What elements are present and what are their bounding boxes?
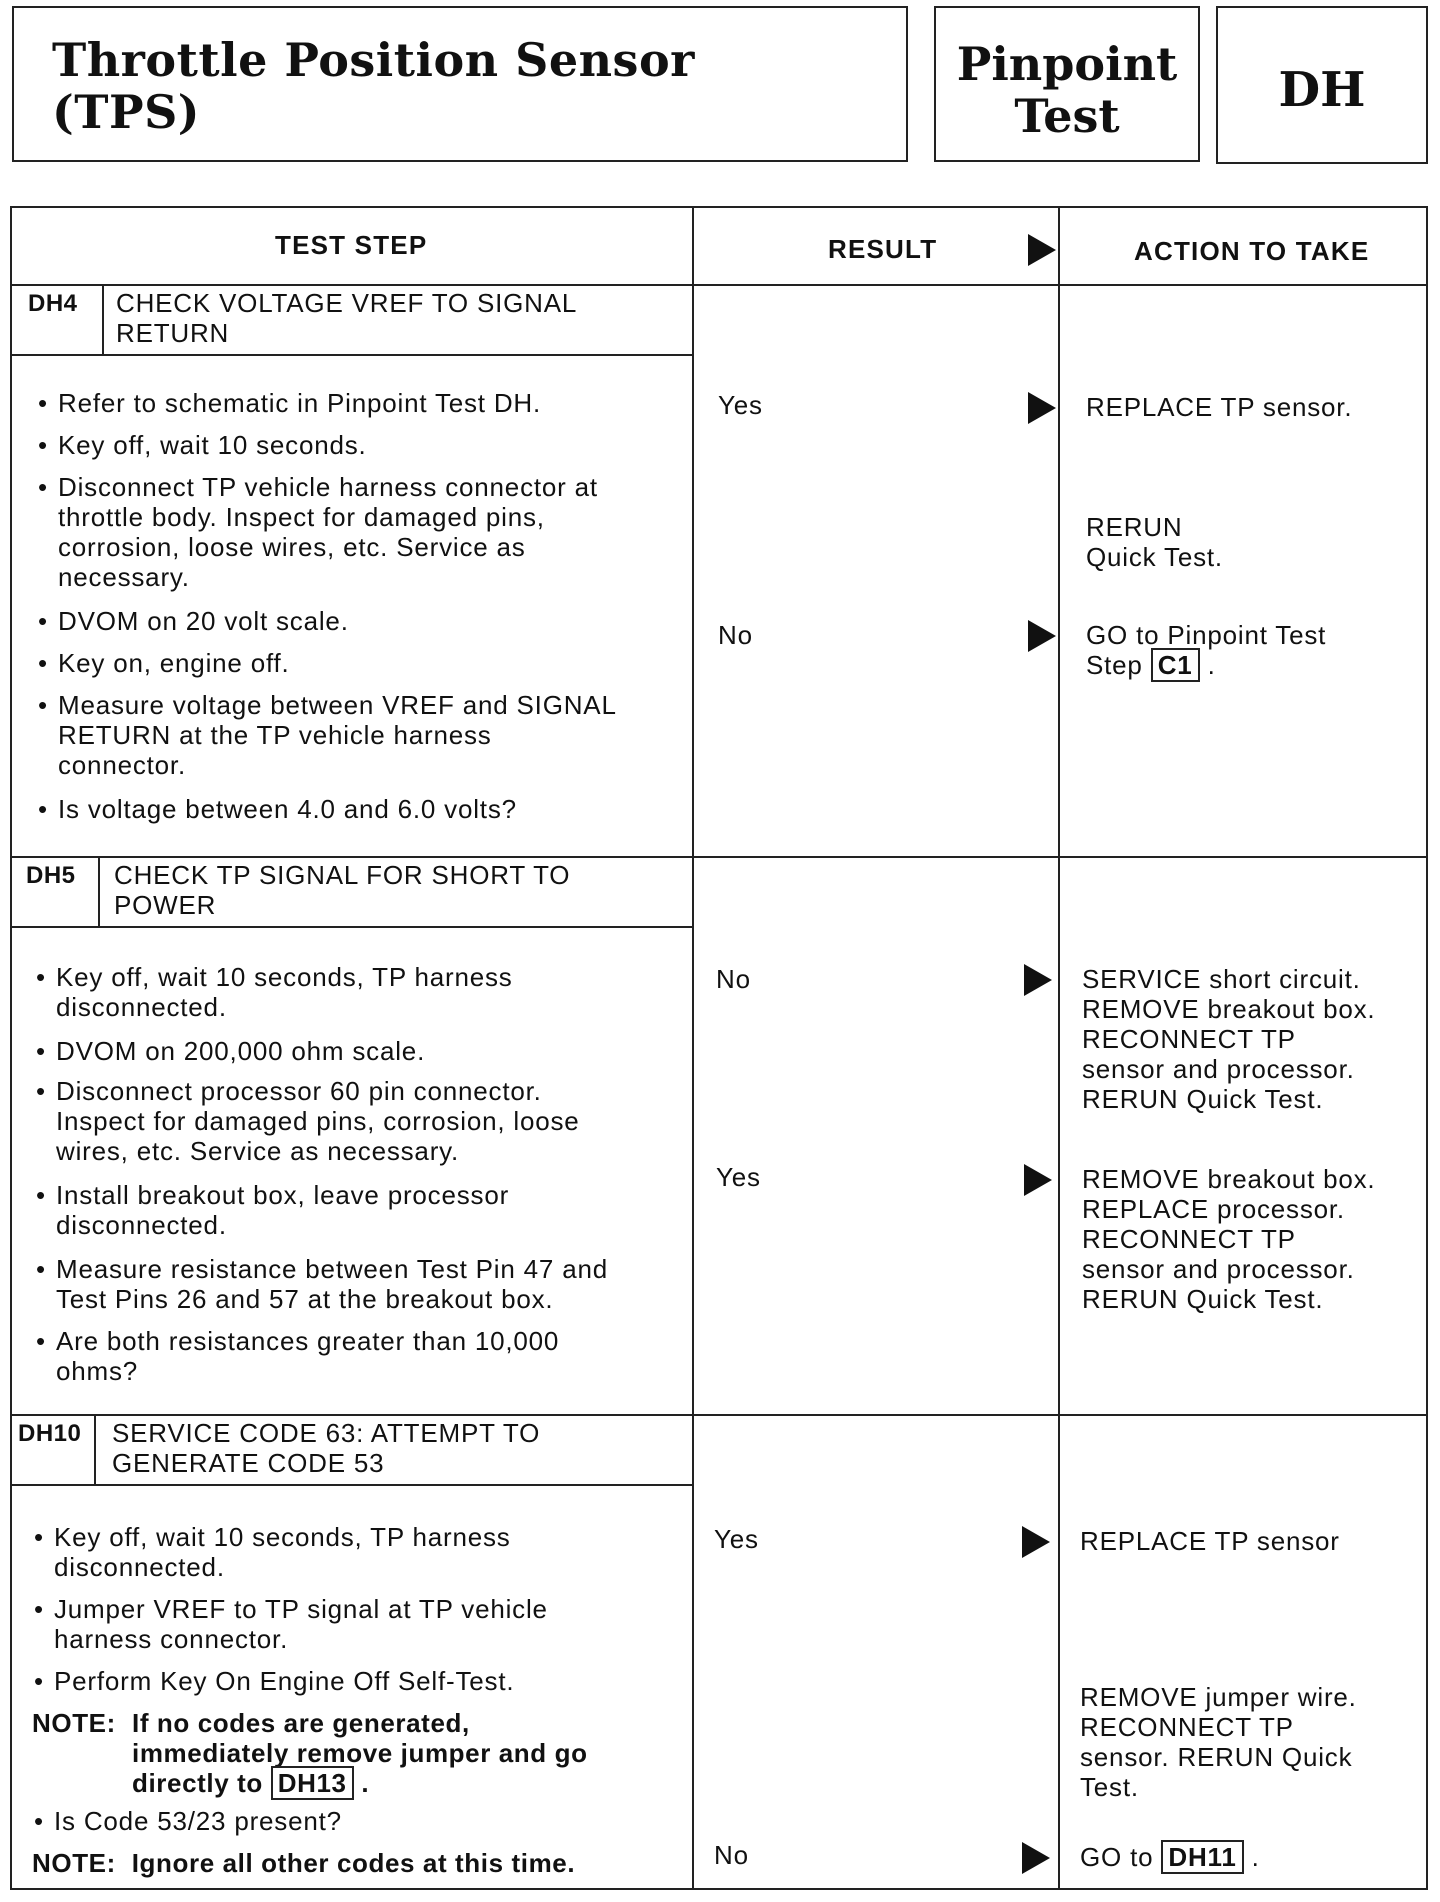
list-item: • Disconnect processor 60 pin connector. Inspect for damaged pins, corrosion, loose wires, etc. Service as necessary. [36,1076,580,1166]
dh10-id-divider [94,1414,96,1486]
step-ref-c1: C1 [1151,648,1200,682]
dh4-row-divider [10,856,1428,858]
dh10-result-no: No [714,1840,749,1870]
list-item: • Measure voltage between VREF and SIGNAL RETURN at the TP vehicle harness connector. [38,690,617,780]
list-item: • Key off, wait 10 seconds, TP harness disconnected. [34,1522,511,1582]
dh10-no-arrow-icon [1022,1842,1050,1874]
step-ref-dh11: DH11 [1161,1840,1243,1874]
dh5-title-divider [10,926,692,928]
col-header-test-step: TEST STEP [275,230,428,260]
title-box [12,6,908,162]
col-divider-1 [692,206,694,1890]
list-item: • Refer to schematic in Pinpoint Test DH. [38,388,542,418]
list-item: • Measure resistance between Test Pin 47 and Test Pins 26 and 57 at the breakout box. [36,1254,608,1314]
step-id-dh10: DH10 [18,1420,82,1447]
dh5-title: CHECK TP SIGNAL FOR SHORT TO POWER [114,860,571,920]
dh10-action-no: GO to DH11 . [1080,1842,1260,1872]
dh10-action-yes: REPLACE TP sensor [1080,1526,1340,1556]
list-item: • Disconnect TP vehicle harness connector at throttle body. Inspect for damaged pins, corrosion, loose wires, etc. Service as necessary. [38,472,598,592]
step-id-dh4: DH4 [28,290,78,317]
dh4-action-rerun: RERUN Quick Test. [1086,512,1223,572]
dh4-title: CHECK VOLTAGE VREF TO SIGNAL RETURN [116,288,578,348]
result-header-arrow-icon [1028,234,1056,266]
dh5-action-no: SERVICE short circuit. REMOVE breakout box. RECONNECT TP sensor and processor. RERUN Quick Test. [1082,964,1376,1114]
list-item: • Is voltage between 4.0 and 6.0 volts? [38,794,517,824]
dh4-action-yes: REPLACE TP sensor. [1086,392,1353,422]
dh5-action-yes: REMOVE breakout box. REPLACE processor. RECONNECT TP sensor and processor. RERUN Quick Test. [1082,1164,1376,1314]
dh4-result-yes: Yes [718,390,763,420]
list-item: • Is Code 53/23 present? [34,1806,342,1836]
dh5-id-divider [98,856,100,928]
dh5-result-yes: Yes [716,1162,761,1192]
dh5-result-no: No [716,964,751,994]
dh10-action-mid: REMOVE jumper wire. RECONNECT TP sensor. RERUN Quick Test. [1080,1682,1357,1802]
dh10-title-divider [10,1484,692,1486]
step-id-dh5: DH5 [26,862,76,889]
pinpoint-box [934,6,1200,162]
dh5-row-divider [10,1414,1428,1416]
list-item: • Are both resistances greater than 10,000 ohms? [36,1326,560,1386]
dh4-id-divider [102,284,104,356]
header-divider [10,284,1428,286]
note-no-codes: NOTE: If no codes are generated, immediately remove jumper and go directly to DH13 . [32,1708,588,1798]
pinpoint-test-label: Pinpoint Test [956,37,1178,143]
list-item: • Key on, engine off. [38,648,290,678]
dh4-title-divider [10,354,692,356]
dh10-result-yes: Yes [714,1524,759,1554]
list-item: • Perform Key On Engine Off Self-Test. [34,1666,515,1696]
dh4-no-arrow-icon [1028,620,1056,652]
list-item: • Key off, wait 10 seconds, TP harness disconnected. [36,962,513,1022]
dh4-yes-arrow-icon [1028,392,1056,424]
page-title: Throttle Position Sensor (TPS) [52,33,695,139]
note-ignore-codes: NOTE: Ignore all other codes at this time. [32,1848,576,1878]
dh4-action-no: GO to Pinpoint Test Step C1 . [1086,620,1327,680]
dh5-no-arrow-icon [1024,964,1052,996]
dh10-yes-arrow-icon [1022,1526,1050,1558]
test-code: DH [1278,62,1366,118]
dh5-yes-arrow-icon [1024,1164,1052,1196]
list-item: • Key off, wait 10 seconds. [38,430,367,460]
dh4-result-no: No [718,620,753,650]
list-item: • DVOM on 200,000 ohm scale. [36,1036,426,1066]
code-box [1216,6,1428,164]
list-item: • Jumper VREF to TP signal at TP vehicle harness connector. [34,1594,548,1654]
step-ref-dh13: DH13 [271,1766,354,1800]
list-item: • Install breakout box, leave processor disconnected. [36,1180,510,1240]
col-divider-2 [1058,206,1060,1890]
list-item: • DVOM on 20 volt scale. [38,606,349,636]
dh10-title: SERVICE CODE 63: ATTEMPT TO GENERATE CODE 53 [112,1418,541,1478]
col-header-action: ACTION TO TAKE [1134,236,1370,266]
col-header-result: RESULT [828,234,938,264]
